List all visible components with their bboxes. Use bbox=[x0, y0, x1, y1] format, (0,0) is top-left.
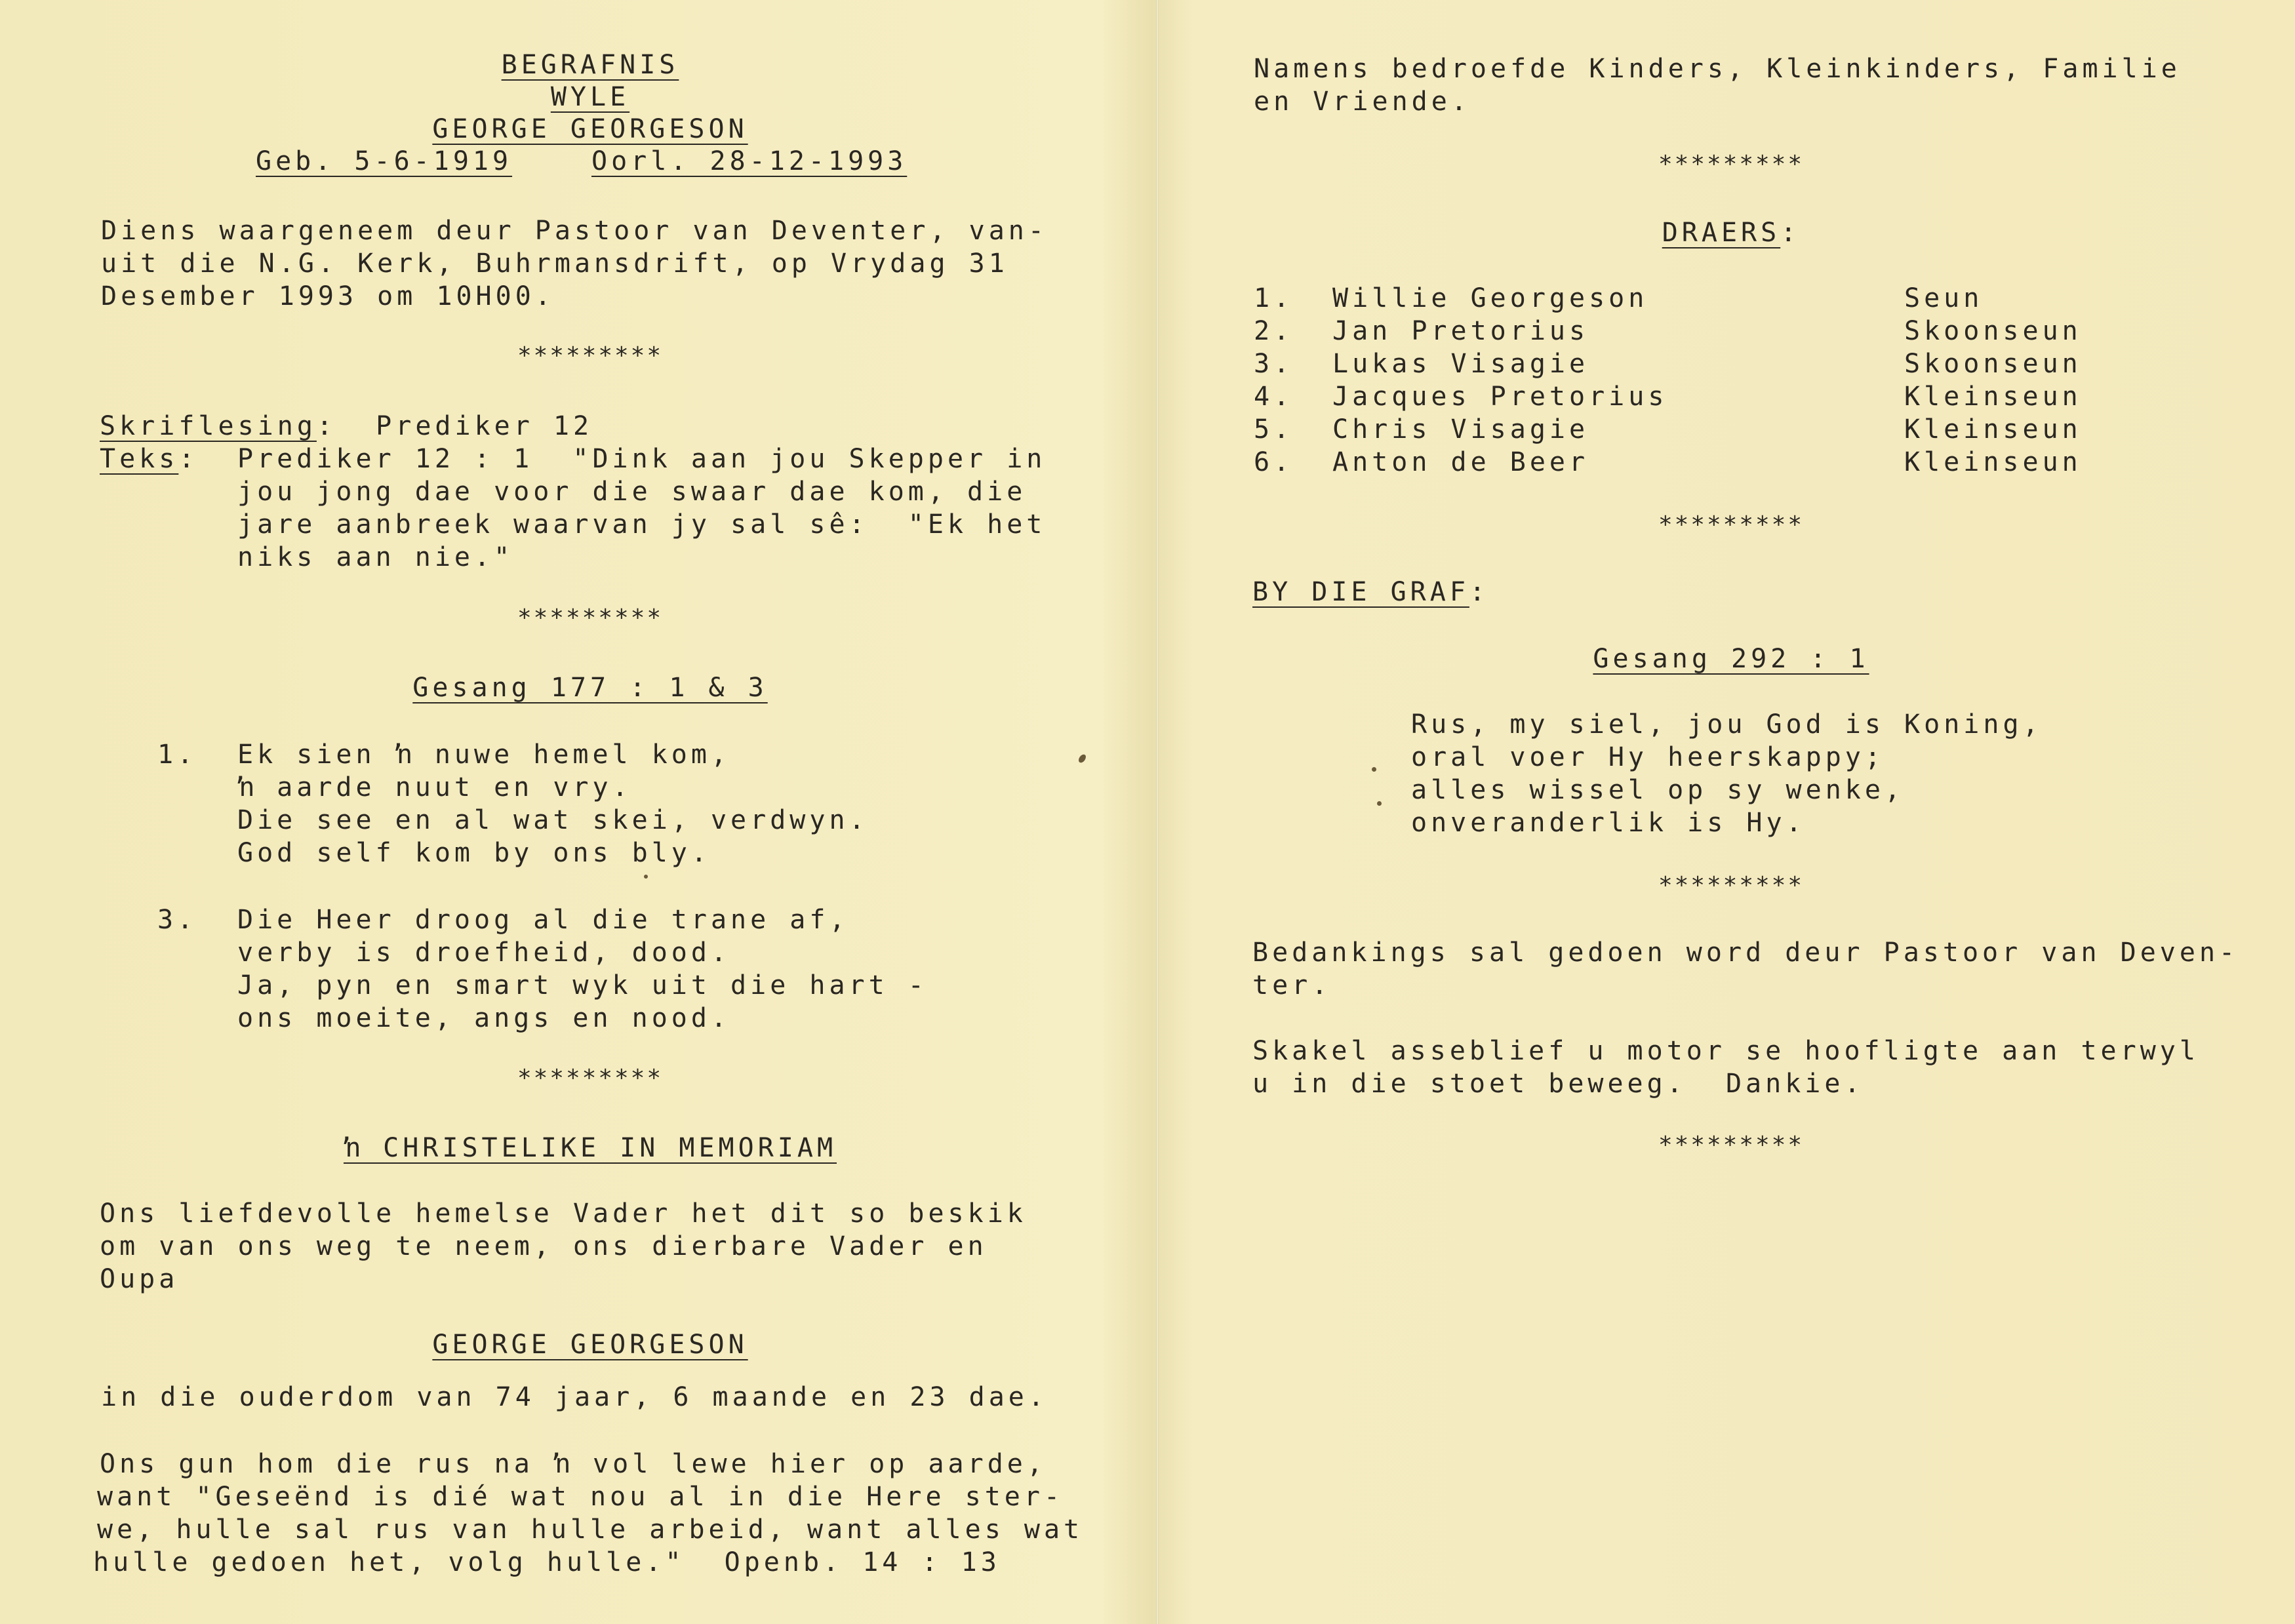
paper-speck bbox=[644, 875, 648, 879]
verse-line: Ek sien ŉ nuwe hemel kom, bbox=[237, 740, 731, 770]
separator: ********* bbox=[1658, 1132, 1805, 1159]
header-title: BEGRAFNIS bbox=[501, 50, 679, 80]
text-line: jou jong dae voor die swaar dae kom, die bbox=[237, 477, 1027, 507]
verse-line: verby is droefheid, dood. bbox=[237, 938, 731, 968]
verse-number: 1. bbox=[157, 740, 197, 770]
thanks-line: Bedankings sal gedoen word deur Pastoor van Deven- bbox=[1252, 938, 2239, 968]
bearer-number: 6. bbox=[1254, 447, 1294, 477]
header-name: GEORGE GEORGESON bbox=[432, 114, 748, 144]
bearer-number: 5. bbox=[1254, 414, 1294, 445]
text-line: niks aan nie." bbox=[237, 542, 514, 572]
left-page bbox=[92, 0, 1088, 1624]
text-label-row: Teks: bbox=[100, 444, 199, 474]
verse-line: God self kom by ons bly. bbox=[237, 838, 711, 868]
lights-line: Skakel asseblief u motor se hoofligte aan terwyl bbox=[1252, 1036, 2199, 1066]
grave-title: BY DIE GRAF: bbox=[1252, 577, 1489, 607]
verse-line: Die see en al wat skei, verdwyn. bbox=[237, 805, 869, 835]
closing-line: want "Geseënd is dié wat nou al in die Here ster- bbox=[97, 1482, 1064, 1512]
bearer-name: Jan Pretorius bbox=[1332, 316, 1589, 346]
bearer-name: Jacques Pretorius bbox=[1332, 382, 1668, 412]
reading-row: Skriflesing: Prediker 12 bbox=[100, 411, 593, 441]
closing-line: Ons gun hom die rus na ŉ vol lewe hier op aarde, bbox=[100, 1449, 1047, 1479]
memoriam-name: GEORGE GEORGESON bbox=[432, 1330, 748, 1360]
grave-verse-line: alles wissel op sy wenke, bbox=[1411, 775, 1905, 805]
hymn-title: Gesang 177 : 1 & 3 bbox=[412, 673, 768, 703]
grave-verse-line: onveranderlik is Hy. bbox=[1411, 808, 1806, 838]
verse-line: Ja, pyn en smart wyk uit die hart - bbox=[237, 970, 928, 1000]
bearer-number: 2. bbox=[1254, 316, 1294, 346]
closing-line: we, hulle sal rus van hulle arbeid, want alles wat bbox=[97, 1515, 1084, 1545]
bearer-relation: Skoonseun bbox=[1904, 316, 2082, 346]
verse-number: 3. bbox=[157, 905, 197, 935]
separator: ********* bbox=[1658, 872, 1805, 899]
bearer-name: Chris Visagie bbox=[1332, 414, 1589, 445]
family-line: Namens bedroefde Kinders, Kleinkinders, Familie bbox=[1254, 54, 2181, 84]
paper-speck bbox=[1372, 767, 1376, 772]
memoriam-title: ŉ CHRISTELIKE IN MEMORIAM bbox=[343, 1133, 837, 1163]
memoriam-line: Ons liefdevolle hemelse Vader het dit so beskik bbox=[100, 1198, 1027, 1229]
thanks-line: ter. bbox=[1252, 970, 1332, 1000]
grave-verse-line: oral voer Hy heerskappy; bbox=[1411, 742, 1885, 772]
bearer-name: Lukas Visagie bbox=[1332, 349, 1589, 379]
bearer-number: 1. bbox=[1254, 283, 1294, 313]
bearer-relation: Skoonseun bbox=[1904, 349, 2082, 379]
family-line: en Vriende. bbox=[1254, 87, 1471, 117]
center-fold bbox=[1156, 0, 1159, 1624]
closing-line: hulle gedoen het, volg hulle." Openb. 14 : 13 bbox=[93, 1547, 1001, 1577]
verse-line: ons moeite, angs en nood. bbox=[237, 1003, 731, 1033]
text-line: Prediker 12 : 1 "Dink aan jou Skepper in bbox=[237, 444, 1047, 474]
service-line: uit die N.G. Kerk, Buhrmansdrift, op Vrydag 31 bbox=[101, 248, 1008, 279]
service-line: Desember 1993 om 10H00. bbox=[101, 281, 555, 311]
bearer-relation: Kleinseun bbox=[1904, 414, 2082, 445]
bearer-relation: Seun bbox=[1904, 283, 1984, 313]
text-label: Teks bbox=[100, 444, 179, 474]
memoriam-line: om van ons weg te neem, ons dierbare Vader en bbox=[100, 1231, 988, 1261]
grave-verse-line: Rus, my siel, jou God is Koning, bbox=[1411, 709, 2043, 740]
memoriam-line: Oupa bbox=[100, 1264, 179, 1294]
separator: ********* bbox=[1658, 151, 1805, 178]
death-date: Oorl. 28-12-1993 bbox=[591, 146, 908, 176]
separator: ********* bbox=[517, 604, 664, 631]
bearer-number: 4. bbox=[1254, 382, 1294, 412]
lights-line: u in die stoet beweeg. Dankie. bbox=[1252, 1069, 1864, 1099]
service-line: Diens waargeneem deur Pastoor van Deventer, van- bbox=[101, 216, 1048, 246]
paper-speck bbox=[1377, 801, 1382, 806]
right-page bbox=[1246, 0, 2239, 1624]
bearer-number: 3. bbox=[1254, 349, 1294, 379]
bearer-name: Anton de Beer bbox=[1332, 447, 1589, 477]
verse-line: Die Heer droog al die trane af, bbox=[237, 905, 849, 935]
age-line: in die ouderdom van 74 jaar, 6 maande en 23 dae. bbox=[101, 1382, 1048, 1412]
verse-line: ŉ aarde nuut en vry. bbox=[237, 772, 632, 802]
bearer-name: Willie Georgeson bbox=[1332, 283, 1648, 313]
separator: ********* bbox=[517, 342, 664, 369]
reading-value: Prediker 12 bbox=[376, 411, 593, 441]
grave-hymn-title: Gesang 292 : 1 bbox=[1593, 644, 1869, 674]
bearer-relation: Kleinseun bbox=[1904, 447, 2082, 477]
bearers-title: DRAERS: bbox=[1662, 218, 1801, 248]
header-subtitle: WYLE bbox=[550, 82, 630, 112]
text-line: jare aanbreek waarvan jy sal sê: "Ek het bbox=[237, 509, 1047, 540]
bearer-relation: Kleinseun bbox=[1904, 382, 2082, 412]
birth-date: Geb. 5-6-1919 bbox=[256, 146, 513, 176]
separator: ********* bbox=[1658, 511, 1805, 538]
separator: ********* bbox=[517, 1065, 664, 1092]
reading-label: Skriflesing bbox=[100, 411, 317, 441]
